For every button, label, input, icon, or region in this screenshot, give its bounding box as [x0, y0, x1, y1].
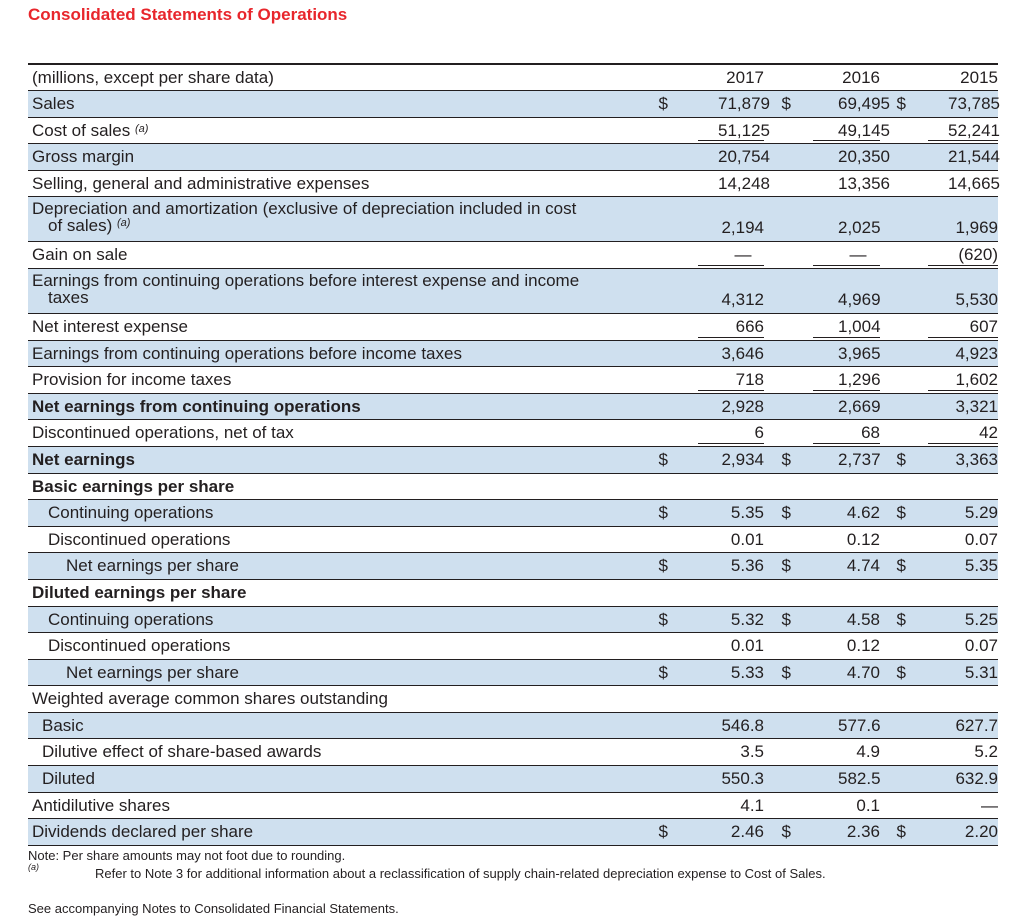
row-label: Net interest expense: [32, 316, 188, 336]
dollar-sign: $: [658, 609, 668, 629]
value-2017: 4,312: [721, 289, 764, 309]
dollar-sign: $: [781, 449, 791, 469]
operations-table: [28, 63, 998, 846]
subtotal-rule: [698, 265, 764, 266]
value-2015: 5.2: [974, 742, 998, 762]
table-row: [28, 474, 998, 501]
row-label: Dilutive effect of share-based awards: [42, 742, 322, 762]
value-2017: 5.32: [730, 609, 764, 629]
value-2017: 20,754: [718, 147, 770, 167]
value-2017: 6: [754, 423, 764, 443]
value-2017: 51,125: [718, 120, 770, 140]
value-2016: 2,025: [838, 218, 881, 238]
row-label: Earnings from continuing operations before interest expense and income taxes: [32, 270, 580, 307]
value-2017: 718: [735, 370, 764, 390]
dollar-sign: $: [781, 94, 791, 113]
table-row: [28, 171, 998, 198]
row-label: Earnings from continuing operations before income taxes: [32, 343, 462, 363]
value-2015: 5.31: [964, 662, 998, 682]
value-2015: 2.20: [964, 822, 998, 842]
table-row: [28, 739, 998, 766]
dollar-sign: $: [658, 503, 668, 523]
row-label: Antidilutive shares: [32, 795, 170, 815]
value-2017: 2,928: [721, 396, 764, 416]
value-2016: 49,145: [838, 120, 890, 140]
value-2016: 0.12: [846, 529, 880, 549]
table-row: [28, 633, 998, 660]
dollar-sign: $: [781, 822, 791, 842]
value-2015: 21,544: [948, 147, 1000, 167]
subtotal-rule: [813, 140, 880, 141]
value-2015: 3,321: [955, 396, 998, 416]
footnote-marker: (a): [135, 122, 149, 135]
value-2016: 3,965: [838, 343, 881, 363]
rounding-note: Note: Per share amounts may not foot due to rounding.: [28, 848, 346, 863]
value-2016: 2.36: [846, 822, 880, 842]
row-label: Continuing operations: [48, 609, 214, 629]
dollar-sign: $: [896, 449, 906, 469]
value-2015: 5.25: [964, 609, 998, 629]
value-2015: 607: [969, 316, 998, 336]
table-row: [28, 447, 998, 474]
table-row: [28, 242, 998, 269]
value-2015: 14,665: [948, 173, 1000, 193]
subtotal-rule: [698, 390, 764, 391]
value-2017: 5.33: [730, 662, 764, 682]
row-label: Dividends declared per share: [32, 822, 254, 842]
dollar-sign: $: [896, 662, 906, 682]
header-units-label: (millions, except per share data): [32, 68, 274, 87]
table-row: [28, 553, 998, 580]
value-2015: 73,785: [948, 94, 1000, 113]
value-2016: 20,350: [838, 147, 890, 167]
value-2016: 4.9: [856, 742, 880, 762]
table-row: [28, 269, 998, 314]
subtotal-rule: [813, 443, 880, 444]
value-2017: 2,194: [721, 218, 764, 238]
row-label: Discontinued operations: [48, 636, 231, 656]
value-2017: 2,934: [721, 449, 764, 469]
dollar-sign: $: [896, 609, 906, 629]
value-2016: 13,356: [838, 173, 890, 193]
value-2015: 5.35: [964, 556, 998, 576]
table-row: [28, 500, 998, 527]
table-row: [28, 580, 998, 607]
row-label: Depreciation and amortization (exclusive of depreciation included in cost of sales) $^{(a)}$: [32, 199, 577, 236]
value-2016: 577.6: [838, 715, 881, 735]
table-row: [28, 819, 998, 846]
row-label: Gain on sale: [32, 245, 128, 265]
value-2016: 4.74: [846, 556, 880, 576]
value-2016: 582.5: [838, 769, 881, 789]
row-label: Discontinued operations: [48, 529, 231, 549]
subtotal-rule: [813, 337, 880, 338]
table-row: [28, 766, 998, 793]
dollar-sign: $: [658, 662, 668, 682]
dollar-sign: $: [658, 94, 668, 113]
value-2015: (620): [958, 245, 998, 265]
section-heading: Weighted average common shares outstanding: [32, 689, 388, 709]
subtotal-rule: [928, 443, 998, 444]
dollar-sign: $: [658, 449, 668, 469]
value-2016: 4,969: [838, 289, 881, 309]
header-2016: 2016: [842, 68, 880, 87]
subtotal-rule: [928, 140, 998, 141]
subtotal-rule: [698, 140, 764, 141]
row-label: Discontinued operations, net of tax: [32, 423, 294, 443]
table-row: [28, 394, 998, 421]
dollar-sign: $: [781, 609, 791, 629]
table-row: [28, 314, 998, 341]
value-2016: 2,737: [838, 449, 881, 469]
row-label: Net earnings: [32, 449, 135, 469]
value-2016: 2,669: [838, 396, 881, 416]
subtotal-rule: [813, 265, 880, 266]
subtotal-rule: [928, 337, 998, 338]
table-row: [28, 607, 998, 634]
statement-title: Consolidated Statements of Operations: [28, 5, 348, 24]
value-2016: 1,004: [838, 316, 881, 336]
subtotal-rule: [928, 265, 998, 266]
header-2015: 2015: [960, 68, 998, 87]
value-2017: 5.35: [730, 503, 764, 523]
value-2016: 4.58: [846, 609, 880, 629]
dollar-sign: $: [658, 822, 668, 842]
value-2017: 666: [735, 316, 764, 336]
dollar-sign: $: [781, 556, 791, 576]
value-2017: 2.46: [730, 822, 764, 842]
row-label: Cost of sales $^{(a)}$: [32, 120, 149, 140]
dollar-sign: $: [781, 662, 791, 682]
table-row: [28, 341, 998, 368]
value-2015: 42: [979, 423, 998, 443]
value-2015: 0.07: [964, 529, 998, 549]
value-2015: 1,969: [955, 218, 998, 238]
footer-note: See accompanying Notes to Consolidated Financial Statements.: [28, 901, 399, 916]
value-2016: —: [849, 245, 867, 265]
table-row: [28, 367, 998, 394]
subtotal-rule: [813, 390, 880, 391]
row-label: Net earnings per share: [66, 662, 239, 682]
row-label: Diluted: [42, 769, 95, 789]
row-label: Basic: [42, 715, 84, 735]
table-row: [28, 713, 998, 740]
table-row: [28, 118, 998, 145]
table-row: [28, 793, 998, 820]
value-2015: 5.29: [964, 503, 998, 523]
section-heading: Basic earnings per share: [32, 476, 235, 496]
dollar-sign: $: [658, 556, 668, 576]
footnote-a-text: Refer to Note 3 for additional information about a reclassification of supply chain-related depreciation expense to Cost of Sales.: [95, 866, 826, 881]
subtotal-rule: [698, 337, 764, 338]
row-label: Net earnings per share: [66, 556, 239, 576]
footnote-a-marker: (a): [28, 862, 39, 872]
row-label: Selling, general and administrative expenses: [32, 173, 370, 193]
value-2015: 3,363: [955, 449, 998, 469]
value-2017: 4.1: [740, 795, 764, 815]
row-label: Net earnings from continuing operations: [32, 396, 361, 416]
section-heading: Diluted earnings per share: [32, 582, 247, 602]
value-2017: 0.01: [730, 636, 764, 656]
value-2015: 1,602: [955, 370, 998, 390]
dollar-sign: $: [896, 822, 906, 842]
value-2015: 52,241: [948, 120, 1000, 140]
value-2016: 68: [861, 423, 880, 443]
value-2017: 0.01: [730, 529, 764, 549]
value-2017: 5.36: [730, 556, 764, 576]
value-2015: 627.7: [955, 715, 998, 735]
table-row: [28, 197, 998, 242]
table-row: [28, 144, 998, 171]
value-2017: 546.8: [721, 715, 764, 735]
table-row: [28, 660, 998, 687]
value-2017: 71,879: [718, 94, 770, 113]
row-label: Provision for income taxes: [32, 370, 232, 390]
value-2017: —: [734, 245, 752, 265]
value-2015: 0.07: [964, 636, 998, 656]
table-header-row: [28, 65, 998, 91]
row-label: Sales: [32, 94, 75, 113]
dollar-sign: $: [896, 503, 906, 523]
value-2015: 4,923: [955, 343, 998, 363]
value-2015: 5,530: [955, 289, 998, 309]
value-2015: —: [981, 795, 998, 815]
value-2016: 1,296: [838, 370, 881, 390]
table-row: [28, 91, 998, 118]
dollar-sign: $: [896, 94, 906, 113]
value-2017: 14,248: [718, 173, 770, 193]
value-2016: 0.12: [846, 636, 880, 656]
row-label: Continuing operations: [48, 503, 214, 523]
footnote-marker: (a): [116, 217, 131, 230]
subtotal-rule: [698, 443, 764, 444]
value-2017: 3,646: [721, 343, 764, 363]
value-2016: 4.70: [846, 662, 880, 682]
dollar-sign: $: [896, 556, 906, 576]
value-2016: 4.62: [846, 503, 880, 523]
value-2017: 550.3: [721, 769, 764, 789]
header-2017: 2017: [726, 68, 764, 87]
dollar-sign: $: [781, 503, 791, 523]
value-2015: 632.9: [955, 769, 998, 789]
value-2017: 3.5: [740, 742, 764, 762]
table-row: [28, 527, 998, 554]
subtotal-rule: [928, 390, 998, 391]
value-2016: 69,495: [838, 94, 890, 113]
row-label: Gross margin: [32, 147, 135, 167]
table-row: [28, 420, 998, 447]
table-row: [28, 686, 998, 713]
value-2016: 0.1: [856, 795, 880, 815]
